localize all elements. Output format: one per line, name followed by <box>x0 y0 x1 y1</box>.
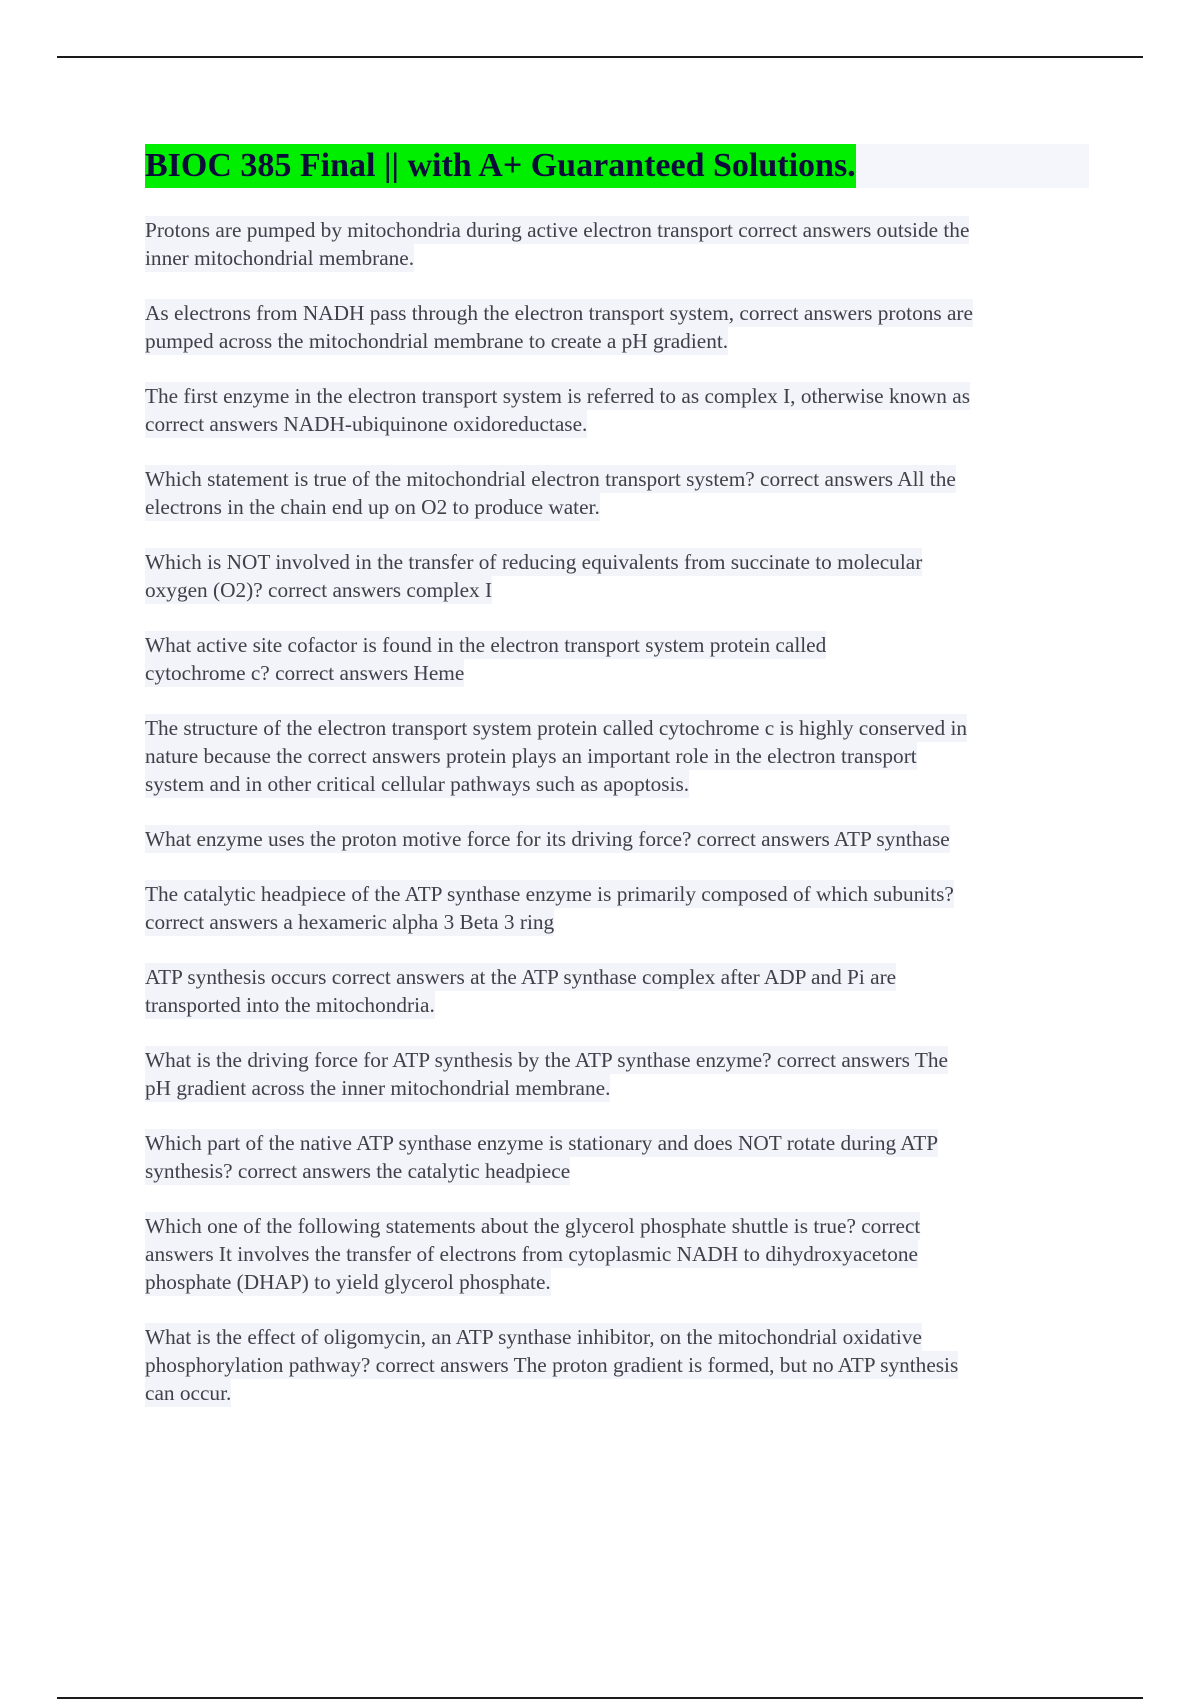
qa-line <box>145 1212 1089 1240</box>
qa-line <box>145 1268 1089 1296</box>
qa-line <box>145 880 1089 908</box>
qa-line-text: The structure of the electron transport system protein called cytochrome c is highly conserved in <box>145 716 968 740</box>
qa-line-text: Which one of the following statements about the glycerol phosphate shuttle is true? correct <box>145 1214 921 1238</box>
qa-line-text: nature because the correct answers protein plays an important role in the electron transport <box>145 744 917 768</box>
qa-line <box>145 1074 1089 1102</box>
qa-line <box>145 1323 1089 1351</box>
qa-line <box>145 244 1089 272</box>
qa-line <box>145 1240 1089 1268</box>
qa-line <box>145 465 1089 493</box>
qa-item <box>145 1212 1089 1296</box>
qa-item <box>145 216 1089 272</box>
document-title: BIOC 385 Final || with A+ Guaranteed Solutions. <box>145 144 856 188</box>
qa-line <box>145 548 1089 576</box>
qa-item <box>145 963 1089 1019</box>
qa-item <box>145 825 1089 853</box>
qa-line-text: As electrons from NADH pass through the electron transport system, correct answers protons are <box>145 301 973 325</box>
qa-line-text: ATP synthesis occurs correct answers at the ATP synthase complex after ADP and Pi are <box>145 965 897 989</box>
qa-line <box>145 576 1089 604</box>
qa-line <box>145 908 1089 936</box>
qa-line <box>145 299 1089 327</box>
qa-line-text: electrons in the chain end up on O2 to produce water. <box>145 495 600 519</box>
qa-item <box>145 880 1089 936</box>
qa-line-text: The catalytic headpiece of the ATP synthase enzyme is primarily composed of which subunits? <box>145 882 954 906</box>
qa-line-text: Which is NOT involved in the transfer of reducing equivalents from succinate to molecular <box>145 550 923 574</box>
qa-item <box>145 382 1089 438</box>
qa-line <box>145 659 1089 687</box>
qa-item <box>145 548 1089 604</box>
qa-line-text: transported into the mitochondria. <box>145 993 435 1017</box>
qa-line-text: Which statement is true of the mitochondrial electron transport system? correct answers All the <box>145 467 956 491</box>
qa-item <box>145 631 1089 687</box>
qa-line <box>145 991 1089 1019</box>
qa-line <box>145 493 1089 521</box>
qa-list <box>145 216 1089 1407</box>
qa-line-text: oxygen (O2)? correct answers complex I <box>145 578 493 602</box>
header-rule <box>57 56 1143 58</box>
qa-item <box>145 714 1089 798</box>
qa-line <box>145 1351 1089 1379</box>
qa-line <box>145 410 1089 438</box>
qa-line-text: system and in other critical cellular pathways such as apoptosis. <box>145 772 690 796</box>
qa-line <box>145 770 1089 798</box>
qa-line-text: phosphate (DHAP) to yield glycerol phosphate. <box>145 1270 551 1294</box>
qa-line <box>145 216 1089 244</box>
qa-item <box>145 299 1089 355</box>
qa-line-text: synthesis? correct answers the catalytic headpiece <box>145 1159 571 1183</box>
qa-line-text: pumped across the mitochondrial membrane to create a pH gradient. <box>145 329 729 353</box>
qa-line <box>145 631 1089 659</box>
qa-line <box>145 327 1089 355</box>
qa-line-text: What is the driving force for ATP synthesis by the ATP synthase enzyme? correct answers The <box>145 1048 948 1072</box>
qa-line <box>145 382 1089 410</box>
qa-line-text: What is the effect of oligomycin, an ATP synthase inhibitor, on the mitochondrial oxidative <box>145 1325 922 1349</box>
qa-item <box>145 1129 1089 1185</box>
qa-line <box>145 825 1089 853</box>
qa-line-text: What enzyme uses the proton motive force for its driving force? correct answers ATP synthase <box>145 827 950 851</box>
qa-line <box>145 1379 1089 1407</box>
qa-line-text: Protons are pumped by mitochondria during active electron transport correct answers outside the <box>145 218 970 242</box>
qa-line-text: inner mitochondrial membrane. <box>145 246 415 270</box>
qa-line-text: Which part of the native ATP synthase enzyme is stationary and does NOT rotate during ATP <box>145 1131 939 1155</box>
qa-line-text: The first enzyme in the electron transport system is referred to as complex I, otherwise known as <box>145 384 970 408</box>
footer-rule <box>57 1697 1143 1699</box>
qa-line <box>145 742 1089 770</box>
qa-item <box>145 1323 1089 1407</box>
qa-line-text: pH gradient across the inner mitochondrial membrane. <box>145 1076 611 1100</box>
qa-item <box>145 1046 1089 1102</box>
qa-line-text: phosphorylation pathway? correct answers The proton gradient is formed, but no ATP synthesis <box>145 1353 959 1377</box>
qa-line-text: correct answers a hexameric alpha 3 Beta 3 ring <box>145 910 555 934</box>
qa-line-text: correct answers NADH-ubiquinone oxidoreductase. <box>145 412 588 436</box>
qa-line <box>145 1129 1089 1157</box>
document-body <box>145 144 1089 1434</box>
qa-line-text: cytochrome c? correct answers Heme <box>145 661 465 685</box>
qa-item <box>145 465 1089 521</box>
qa-line <box>145 714 1089 742</box>
title-row <box>145 144 1089 188</box>
qa-line <box>145 1046 1089 1074</box>
qa-line <box>145 963 1089 991</box>
qa-line-text: can occur. <box>145 1381 232 1405</box>
qa-line-text: answers It involves the transfer of electrons from cytoplasmic NADH to dihydroxyacetone <box>145 1242 918 1266</box>
qa-line <box>145 1157 1089 1185</box>
qa-line-text: What active site cofactor is found in the electron transport system protein called <box>145 633 827 657</box>
